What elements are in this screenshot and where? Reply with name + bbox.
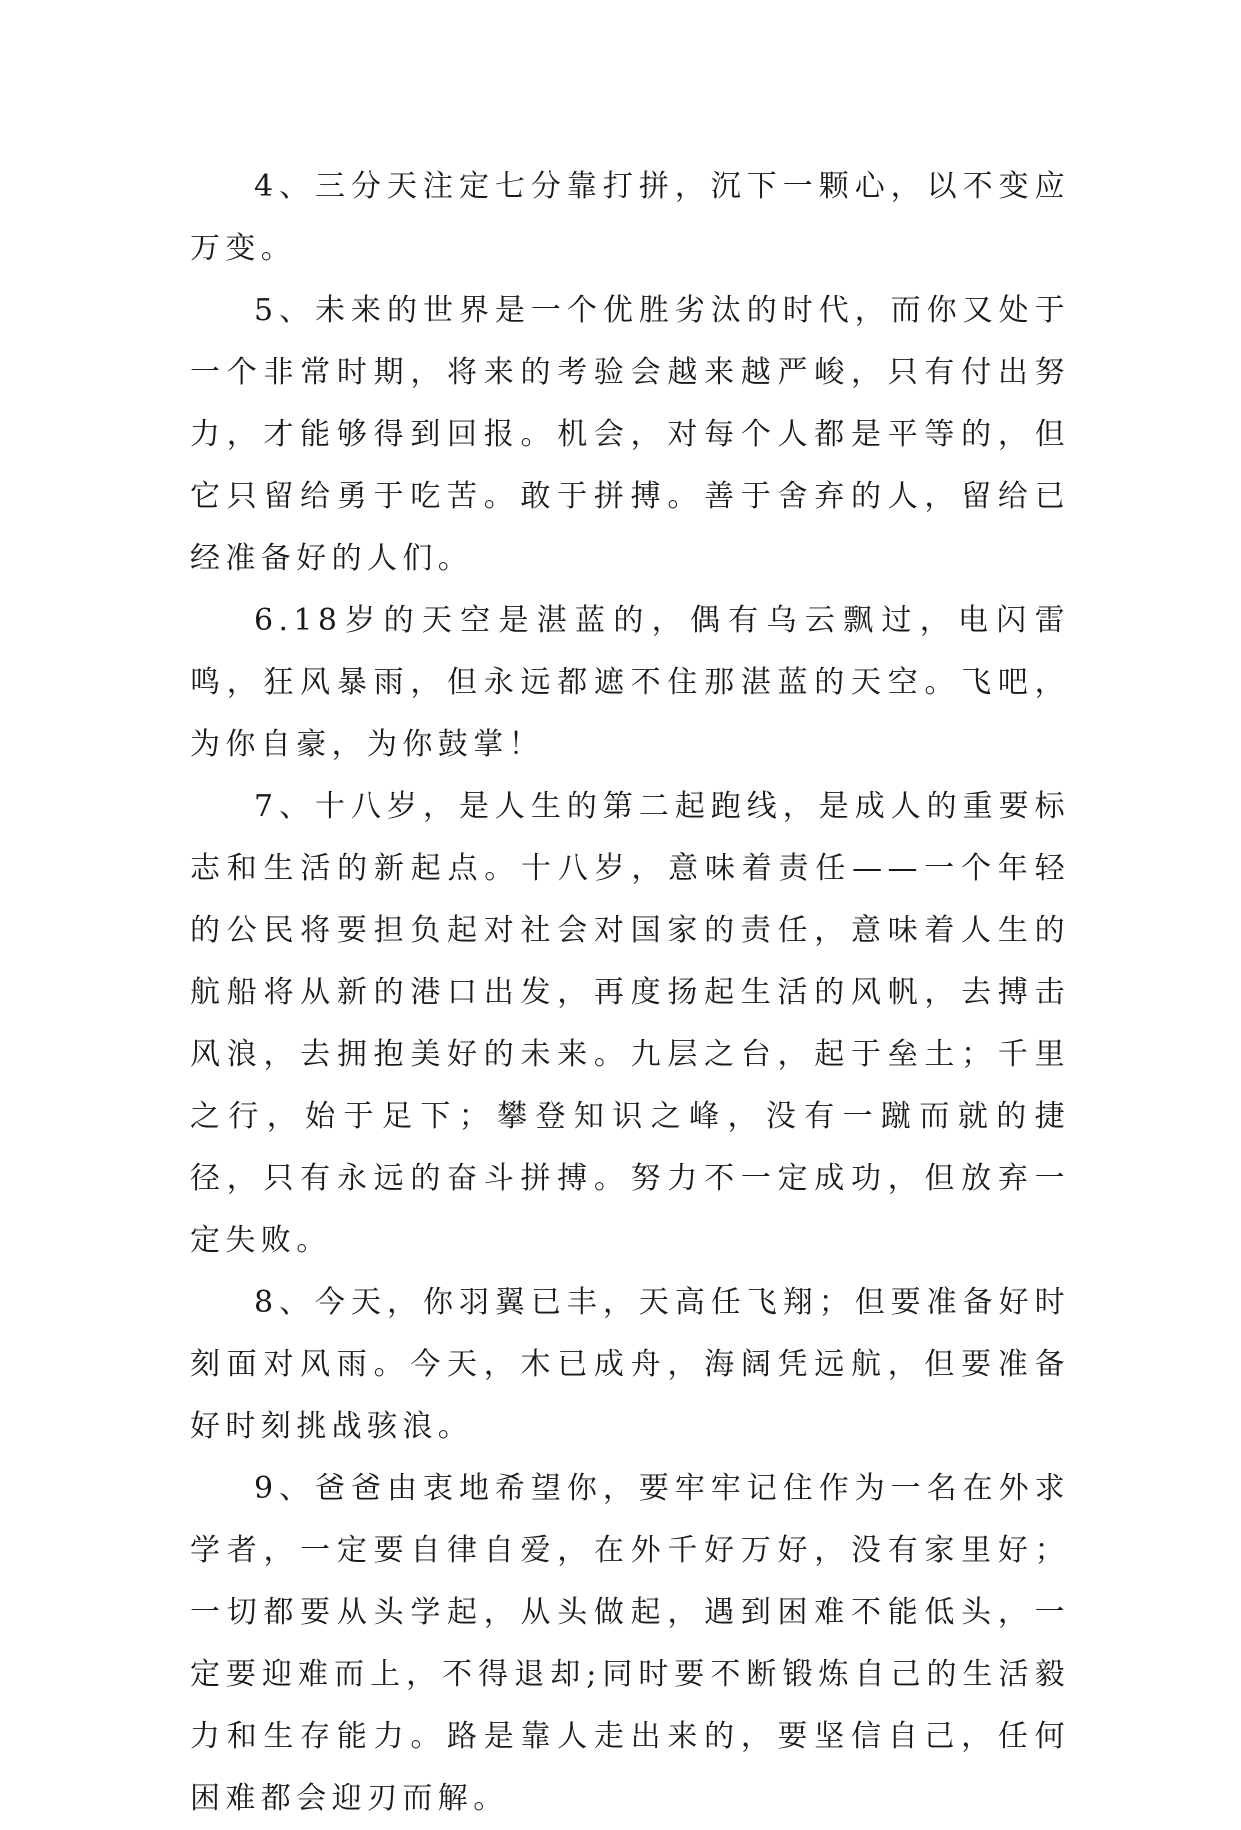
paragraph-4: 4、三分天注定七分靠打拼，沉下一颗心，以不变应万变。 — [190, 169, 1070, 266]
paragraph-8: 8、今天，你羽翼已丰，天高任飞翔；但要准备好时刻面对风雨。今天，木已成舟，海阔凭远航，但要准备好时刻挑战骇浪。 — [190, 1285, 1070, 1444]
paragraph-7: 7、十八岁，是人生的第二起跑线，是成人的重要标志和生活的新起点。十八岁，意味着责任——一个年轻的公民将要担负起对社会对国家的责任，意味着人生的航船将从新的港口出发，再度扬起生活的风帆，去搏击风浪，去拥抱美好的未来。九层之台，起于垒土；千里之行，始于足下；攀登知识之峰，没有一蹴而就的捷径，只有永远的奋斗拼搏。努力不一定成功，但放弃一定失败。 — [190, 789, 1070, 1258]
document-body — [190, 156, 1070, 1830]
paragraph-5: 5、未来的世界是一个优胜劣汰的时代，而你又处于一个非常时期，将来的考验会越来越严峻，只有付出努力，才能够得到回报。机会，对每个人都是平等的，但它只留给勇于吃苦。敢于拼搏。善于舍弃的人，留给已经准备好的人们。 — [190, 293, 1070, 576]
paragraph-9: 9、爸爸由衷地希望你，要牢牢记住作为一名在外求学者，一定要自律自爱，在外千好万好，没有家里好；一切都要从头学起，从头做起，遇到困难不能低头，一定要迎难而上，不得退却;同时要不断锻炼自己的生活毅力和生存能力。路是靠人走出来的，要坚信自己，任何困难都会迎刃而解。 — [190, 1471, 1070, 1816]
paragraph-6: 6.18岁的天空是湛蓝的，偶有乌云飘过，电闪雷鸣，狂风暴雨，但永远都遮不住那湛蓝的天空。飞吧，为你自豪，为你鼓掌！ — [190, 603, 1070, 762]
